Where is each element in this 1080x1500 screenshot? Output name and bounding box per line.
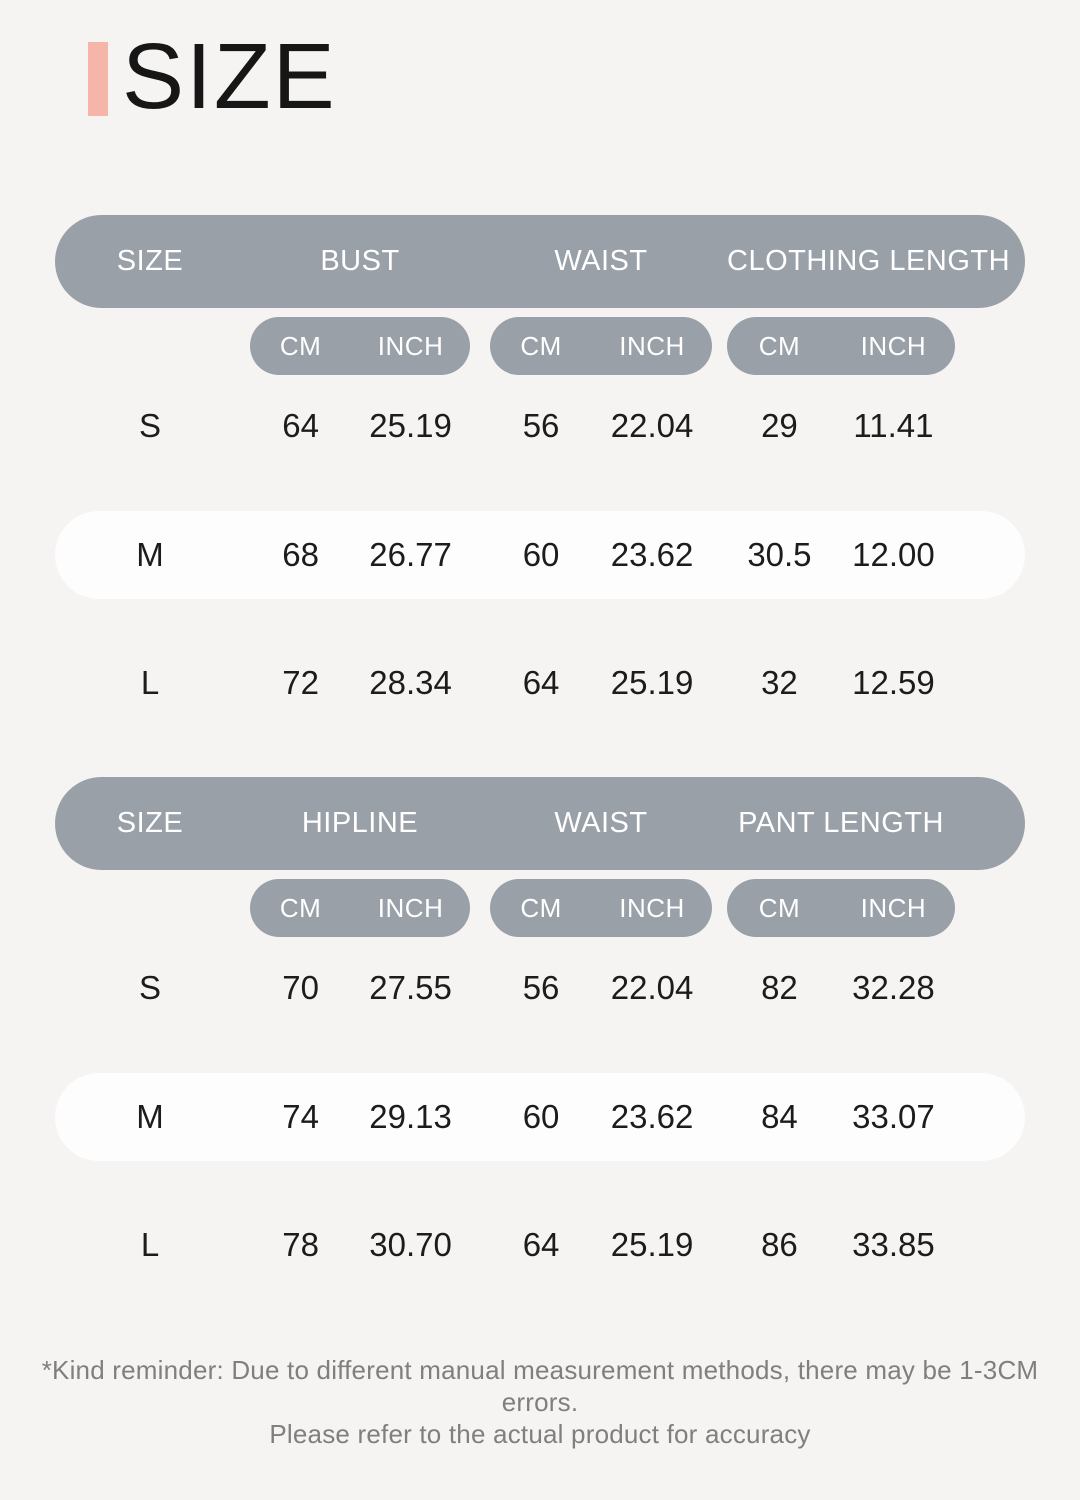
- size-cell: S: [138, 407, 161, 444]
- unit-pill-waist: [490, 317, 712, 375]
- bust-values: [250, 536, 470, 574]
- waist-values: [490, 969, 712, 1007]
- page-header: [88, 24, 337, 128]
- value-inch: 29.13: [369, 1098, 452, 1135]
- value-cm: 64: [282, 407, 319, 444]
- hipline-values: [250, 969, 470, 1007]
- value-cm: 64: [522, 664, 560, 701]
- value-cm: 86: [761, 1226, 798, 1263]
- size-table-bottom: [55, 777, 1025, 1290]
- note-line-2: Please refer to the actual product for accuracy: [269, 1419, 811, 1449]
- value-cm: 64: [522, 1226, 560, 1263]
- unit-header-row: [55, 879, 1025, 937]
- table-header-row: [55, 777, 1025, 870]
- unit-pill-pant-length: [727, 879, 955, 937]
- value-cm: 60: [522, 1098, 560, 1135]
- value-cm: 74: [282, 1098, 319, 1135]
- size-cell: M: [136, 1098, 164, 1135]
- size-cell: L: [140, 664, 160, 701]
- value-inch: 23.62: [610, 1098, 694, 1135]
- pant-length-values: [727, 969, 955, 1007]
- pant-length-values: [727, 1226, 955, 1264]
- unit-header-row: [55, 317, 1025, 375]
- bust-values: [250, 664, 470, 702]
- unit-pill-clothing-length: [727, 317, 955, 375]
- unit-label-cm: CM: [520, 330, 562, 361]
- size-row-l: [55, 638, 1025, 728]
- waist-values: [490, 664, 712, 702]
- waist-values: [490, 1226, 712, 1264]
- value-inch: 32.28: [852, 969, 935, 1006]
- pant-length-values: [727, 1098, 955, 1136]
- column-header-clothing-length: CLOTHING LENGTH: [727, 245, 1011, 277]
- unit-pill-hipline: [250, 879, 470, 937]
- hipline-values: [250, 1226, 470, 1264]
- value-inch: 28.34: [369, 664, 452, 701]
- value-inch: 33.07: [852, 1098, 935, 1135]
- size-row-s: [55, 943, 1025, 1033]
- size-cell: S: [138, 969, 161, 1006]
- value-cm: 56: [522, 969, 560, 1006]
- value-inch: 22.04: [610, 969, 694, 1006]
- waist-values: [490, 1098, 712, 1136]
- unit-pill-waist: [490, 879, 712, 937]
- column-header-waist: WAIST: [554, 245, 648, 277]
- measurement-note: [0, 1354, 1080, 1450]
- size-row-m: [55, 1073, 1025, 1161]
- title-accent-bar: [88, 42, 108, 116]
- unit-label-inch: INCH: [377, 892, 444, 923]
- value-cm: 29: [761, 407, 798, 444]
- column-header-pant-length: PANT LENGTH: [738, 807, 944, 839]
- hipline-values: [250, 1098, 470, 1136]
- value-cm: 78: [282, 1226, 319, 1263]
- size-row-m: [55, 511, 1025, 599]
- value-inch: 26.77: [369, 536, 452, 573]
- waist-values: [490, 536, 712, 574]
- value-cm: 72: [282, 664, 319, 701]
- value-inch: 11.41: [853, 407, 934, 444]
- column-header-hipline: HIPLINE: [301, 807, 419, 839]
- column-header-size: SIZE: [116, 807, 184, 839]
- unit-label-inch: INCH: [860, 892, 927, 923]
- size-row-s: [55, 381, 1025, 471]
- bust-values: [250, 407, 470, 445]
- value-cm: 56: [522, 407, 560, 444]
- unit-label-inch: INCH: [860, 330, 927, 361]
- size-row-l: [55, 1200, 1025, 1290]
- column-header-bust: BUST: [320, 245, 400, 277]
- unit-label-cm: CM: [520, 892, 562, 923]
- value-inch: 25.19: [610, 664, 694, 701]
- size-table-top: [55, 215, 1025, 728]
- value-inch: 12.59: [852, 664, 935, 701]
- value-inch: 27.55: [369, 969, 452, 1006]
- unit-pill-bust: [250, 317, 470, 375]
- size-cell: L: [140, 1226, 160, 1263]
- value-cm: 32: [761, 664, 798, 701]
- value-cm: 60: [522, 536, 560, 573]
- value-cm: 30.5: [747, 536, 812, 573]
- clothing-length-values: [727, 664, 955, 702]
- value-inch: 33.85: [852, 1226, 935, 1263]
- clothing-length-values: [727, 407, 955, 445]
- unit-label-inch: INCH: [377, 330, 444, 361]
- value-inch: 22.04: [610, 407, 694, 444]
- unit-label-cm: CM: [279, 892, 322, 923]
- value-inch: 12.00: [852, 536, 935, 573]
- unit-label-cm: CM: [279, 330, 322, 361]
- unit-label-inch: INCH: [619, 892, 685, 923]
- value-inch: 25.19: [610, 1226, 694, 1263]
- page-title: SIZE: [122, 24, 337, 128]
- table-header-row: [55, 215, 1025, 308]
- column-header-waist: WAIST: [554, 807, 648, 839]
- note-line-1: *Kind reminder: Due to different manual measurement methods, there may be 1-3CM errors.: [41, 1355, 1039, 1417]
- waist-values: [490, 407, 712, 445]
- value-inch: 23.62: [610, 536, 694, 573]
- value-cm: 70: [282, 969, 319, 1006]
- value-cm: 84: [761, 1098, 798, 1135]
- unit-label-cm: CM: [758, 330, 801, 361]
- value-inch: 25.19: [369, 407, 452, 444]
- value-cm: 82: [761, 969, 798, 1006]
- unit-label-cm: CM: [758, 892, 801, 923]
- clothing-length-values: [727, 536, 955, 574]
- size-cell: M: [136, 536, 164, 573]
- value-inch: 30.70: [369, 1226, 452, 1263]
- column-header-size: SIZE: [116, 245, 184, 277]
- value-cm: 68: [282, 536, 319, 573]
- unit-label-inch: INCH: [619, 330, 685, 361]
